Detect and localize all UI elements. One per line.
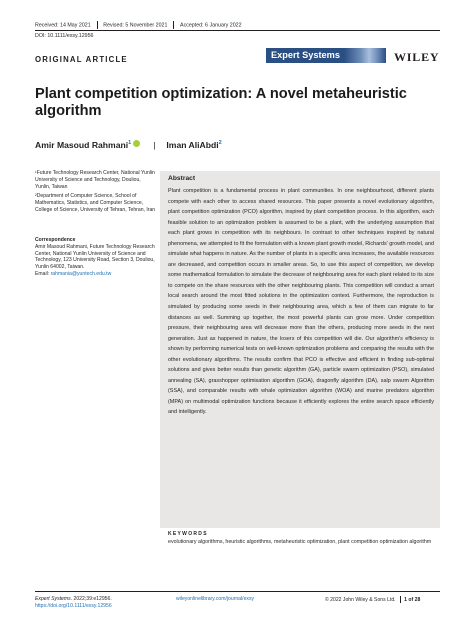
keywords-heading: KEYWORDS: [168, 531, 208, 537]
abstract-heading: Abstract: [168, 175, 196, 182]
received-date: Received: 14 May 2021: [35, 22, 91, 29]
author-name[interactable]: Amir Masoud Rahmani: [35, 140, 129, 150]
paper-title: Plant competition optimization: A novel metaheuristic algorithm: [35, 86, 407, 119]
footer-volume: . 2022;39:e12956.: [70, 596, 112, 602]
footer-doi-link[interactable]: https://doi.org/10.1111/exsy.12956: [35, 603, 112, 609]
correspondence-address: Amir Masoud Rahmani, Future Technology Research Center, National Yunlin University of Science and Technology, 123 University Road, Section 3, Douliou, Yunlin 64002, Taiwan.: [35, 243, 155, 271]
correspondence: [35, 237, 157, 278]
abstract-text: Plant competition is a fundamental process in plant communities. In one neighbourhood, different plants compete with each other to access shared resources. This paper presents a novel evolutionary algorithm, plant competition optimization (PCO) algorithm, inspired by plant competition process. In this algorithm, each feasible solution to an optimization problem is assumed to be a plant, with the underlying assumption that each plant grows in competition with its neighbours. In contrast to other techniques inspired by natural phenomena, we attempted to fit the formulation with a known plant growth model, Richards' growth model, and simulate what happens in nature. As the number of plants in a specific area increases, the available resources are decreased, and competition occurs in smaller areas. So, to use this aspect of competition, we develop some mathematical formulation to simulate the decrease of neighbouring area for each plant related to its size to compete on the share resources with the other neighbouring plants. This competition will conduct a smart local search around the most fitted solutions in the optimization context. Furthermore, the reproduction is simulated by producing some seeds in their neighbouring area, which a few of them can migrate to far distances as well. Summing up together, the most powerful plants can grow more. Under competition pressure, their neighbouring area will decrease more than the others, producing more seeds in the next generation. Just as happened in nature, the losers of this competition will die. Our algorithm's efficiency is shown by performing numerical tests on well-known optimization problems and comparing the results with the other evolutionary algorithms. The results confirm that PCO is effective and efficient in finding sub-optimal solutions and gives better results than genetic algorithm (GA), particle swarm optimization (PSO), simulated annealing (SA), grasshopper optimisation algorithm (GOA), dragonfly algorithm (DA), salp swarm Algorithm (SSA), and comparable results with whale optimization algorithm (WOA) and marine predators algorithm (MPA) on multimodal optimization functions because it efficiently explores the entire search space efficiently and intelligently.: [168, 188, 434, 416]
revised-date: Revised: 5 November 2021: [103, 22, 168, 29]
affiliation: ¹Future Technology Research Center, National Yunlin University of Science and Technology, Douliou, Yunlin, Taiwan: [35, 170, 155, 190]
article-history: [35, 21, 242, 29]
footer-journal-site[interactable]: wileyonlinelibrary.com/journal/exsy: [176, 596, 255, 602]
author-separator: |: [153, 140, 156, 150]
author-name[interactable]: Iman AliAbdi: [166, 140, 219, 150]
page-number: 1 of 28: [404, 596, 421, 603]
correspondence-heading: Correspondence: [35, 237, 76, 243]
journal-banner[interactable]: [266, 48, 386, 63]
orcid-icon[interactable]: [133, 140, 140, 147]
doi[interactable]: DOI: 10.1111/exsy.12956: [35, 33, 94, 39]
divider: [400, 596, 401, 603]
author-list: [35, 140, 222, 150]
footer-journal: Expert Systems: [35, 596, 71, 602]
banner-graphic: [344, 48, 386, 63]
publisher-logo[interactable]: WILEY: [394, 50, 440, 64]
email-label: Email:: [35, 270, 51, 277]
accepted-date: Accepted: 6 January 2022: [180, 22, 242, 29]
divider: [97, 21, 98, 29]
email-link[interactable]: rahmania@yuntech.edu.tw: [50, 270, 112, 277]
affiliations: [35, 170, 157, 214]
journal-name: Expert Systems: [271, 50, 340, 60]
author-affiliation-marker: 1: [128, 140, 132, 147]
footer-rule: [35, 591, 440, 592]
divider: [173, 21, 174, 29]
header-rule: [35, 30, 440, 31]
keywords-text: evolutionary algorithms, heuristic algorithms, metaheuristic optimization, plant competition optimization algorithm: [168, 539, 432, 545]
footer-copyright: © 2022 John Wiley & Sons Ltd.: [325, 596, 396, 603]
author-affiliation-marker: 2: [218, 140, 222, 147]
footer-right: [325, 596, 420, 603]
article-type: ORIGINAL ARTICLE: [35, 55, 128, 64]
footer-citation: [35, 596, 112, 610]
affiliation: ²Department of Computer Science, School of Mathematics, Statistics, and Computer Science, College of Science, University of Tehran, Tehran, Iran: [35, 193, 156, 213]
